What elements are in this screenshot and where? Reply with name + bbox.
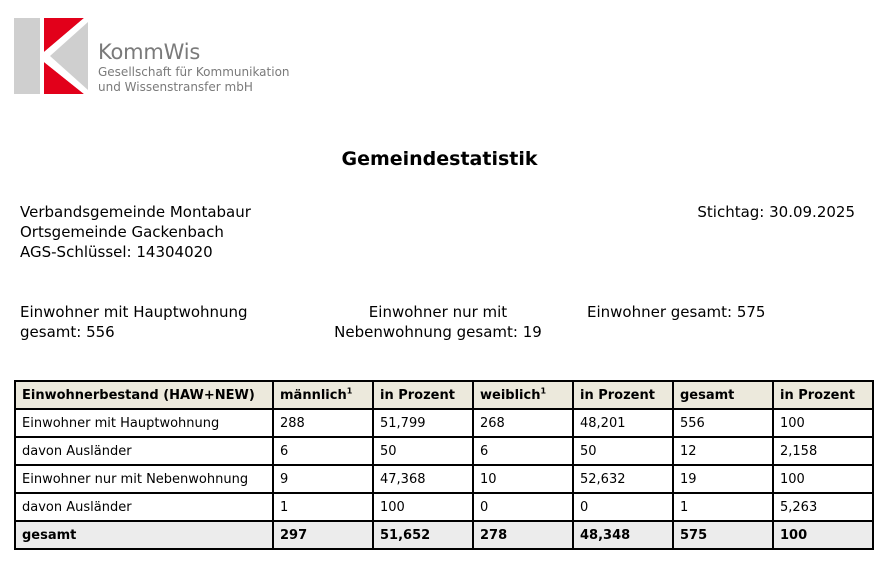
table-cell: 5,263 [773, 493, 873, 521]
table-cell: 47,368 [373, 465, 473, 493]
table-cell: 50 [573, 437, 673, 465]
summary-hauptwohnung-value: gesamt: 556 [20, 323, 115, 341]
table-row [15, 409, 873, 437]
summary-hauptwohnung [20, 302, 290, 342]
logo-name: KommWis [98, 40, 201, 64]
table-cell: 288 [273, 409, 373, 437]
logo-subtitle [98, 65, 290, 95]
logo-subtitle-line1: Gesellschaft für Kommunikation [98, 65, 290, 79]
table-total-row [15, 521, 873, 549]
page-title: Gemeindestatistik [341, 148, 538, 170]
footnote-mark: 1 [540, 386, 547, 396]
summary-nebenwohnung-value: Nebenwohnung gesamt: 19 [334, 323, 542, 341]
kommwis-logo-icon [14, 18, 88, 94]
header-gesamt: gesamt [673, 381, 773, 409]
footnote-mark: 1 [346, 386, 353, 396]
table-cell: 278 [473, 521, 573, 549]
table-cell: gesamt [15, 521, 273, 549]
summary-gesamt: Einwohner gesamt: 575 [587, 303, 766, 321]
ortsgemeinde: Ortsgemeinde Gackenbach [20, 223, 224, 241]
table-cell: 2,158 [773, 437, 873, 465]
summary-hauptwohnung-label: Einwohner mit Hauptwohnung [20, 303, 248, 321]
table-cell: 51,799 [373, 409, 473, 437]
table-cell: 268 [473, 409, 573, 437]
summary-nebenwohnung-label: Einwohner nur mit [368, 303, 508, 321]
table-header-row [15, 381, 873, 409]
table-cell: 100 [773, 409, 873, 437]
kommwis-logo [14, 18, 304, 98]
table-row [15, 493, 873, 521]
table-cell: 6 [473, 437, 573, 465]
table-cell: 297 [273, 521, 373, 549]
table-cell: 0 [573, 493, 673, 521]
table-cell: 52,632 [573, 465, 673, 493]
header-einwohnerbestand: Einwohnerbestand (HAW+NEW) [15, 381, 273, 409]
table-cell: 100 [773, 465, 873, 493]
header-prozent-maennlich: in Prozent [373, 381, 473, 409]
table-row [15, 437, 873, 465]
table-cell: 575 [673, 521, 773, 549]
table-cell: 10 [473, 465, 573, 493]
table-cell: 51,652 [373, 521, 473, 549]
summary-nebenwohnung [318, 302, 558, 342]
header-prozent-gesamt: in Prozent [773, 381, 873, 409]
table-cell: 48,201 [573, 409, 673, 437]
table-cell: davon Ausländer [15, 493, 273, 521]
table-cell: 12 [673, 437, 773, 465]
table-cell: Einwohner nur mit Nebenwohnung [15, 465, 273, 493]
table-cell: 0 [473, 493, 573, 521]
header-maennlich: männlich$^1$ [273, 381, 373, 409]
table-cell: 556 [673, 409, 773, 437]
table-cell: davon Ausländer [15, 437, 273, 465]
stichtag: Stichtag: 30.09.2025 [697, 203, 855, 221]
einwohner-table [14, 380, 874, 550]
table-cell: Einwohner mit Hauptwohnung [15, 409, 273, 437]
address-block [20, 202, 251, 262]
logo-subtitle-line2: und Wissenstransfer mbH [98, 80, 253, 94]
table-cell: 9 [273, 465, 373, 493]
table-cell: 48,348 [573, 521, 673, 549]
table-cell: 6 [273, 437, 373, 465]
verbandsgemeinde: Verbandsgemeinde Montabaur [20, 203, 251, 221]
table-cell: 100 [773, 521, 873, 549]
ags-schluessel: AGS-Schlüssel: 14304020 [20, 243, 213, 261]
table-cell: 50 [373, 437, 473, 465]
table-cell: 1 [273, 493, 373, 521]
table-cell: 19 [673, 465, 773, 493]
table-cell: 100 [373, 493, 473, 521]
table-cell: 1 [673, 493, 773, 521]
header-weiblich: weiblich$^1$ [473, 381, 573, 409]
header-prozent-weiblich: in Prozent [573, 381, 673, 409]
table-row [15, 465, 873, 493]
